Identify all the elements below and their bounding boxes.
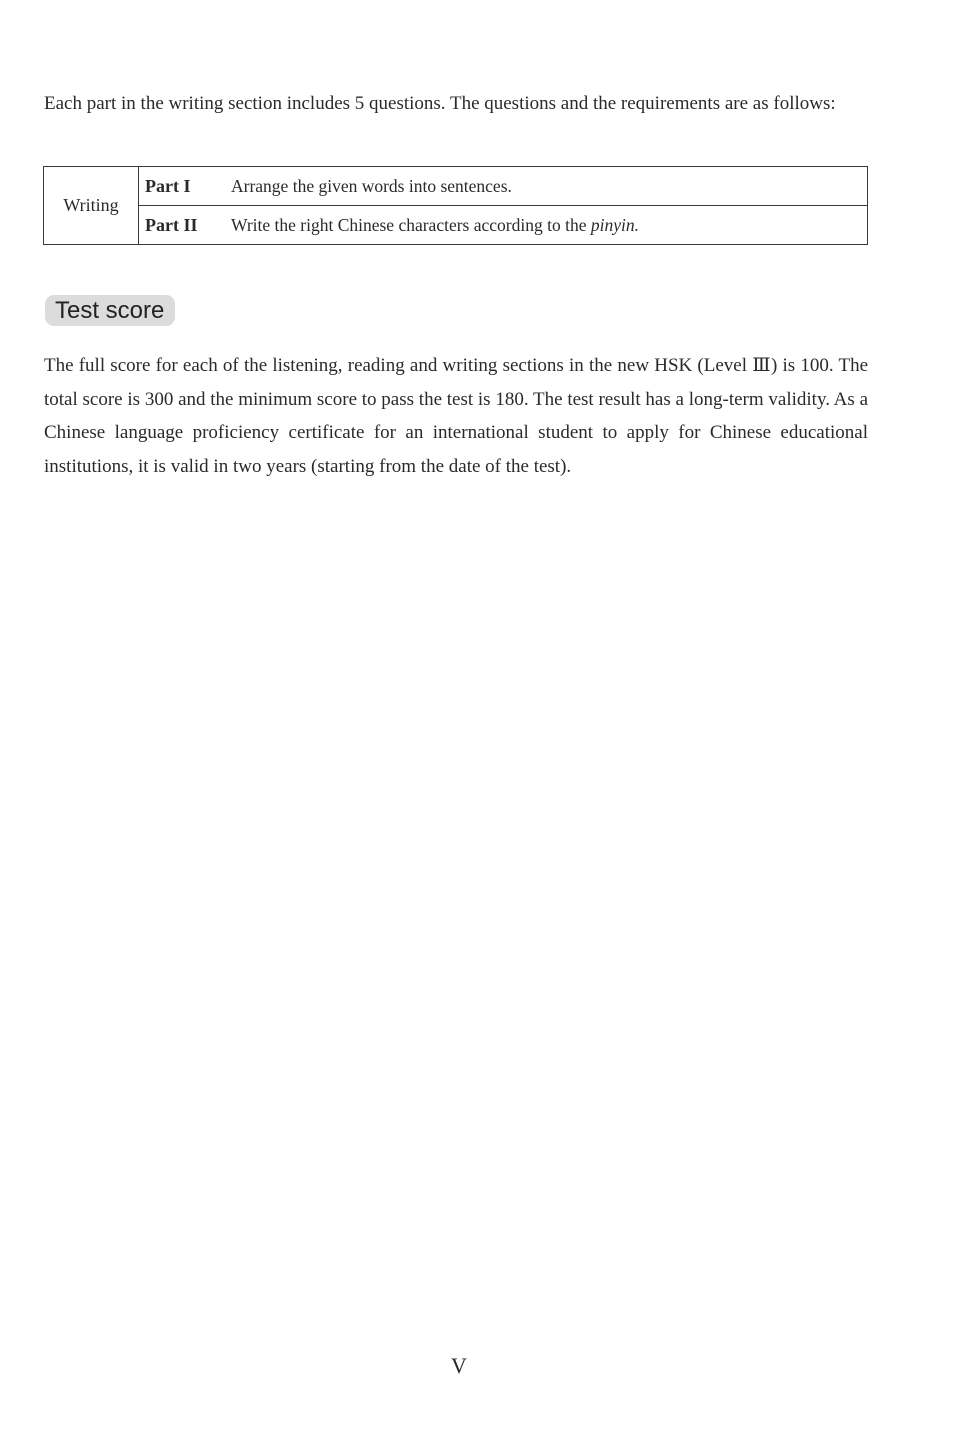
part-description (231, 176, 512, 196)
part-cell (139, 206, 868, 245)
part-description (231, 215, 639, 235)
table-row (44, 206, 868, 245)
part-label: Part I (145, 175, 191, 196)
section-name-cell: Writing (44, 167, 139, 245)
test-score-heading: Test score (45, 295, 175, 326)
part-description-text: Write the right Chinese characters according to the (231, 214, 591, 235)
part-description-text: Arrange the given words into sentences. (231, 175, 512, 196)
part-label: Part II (145, 214, 198, 235)
writing-section-table (43, 166, 868, 245)
part-description-italic: pinyin. (590, 214, 639, 235)
test-score-paragraph: The full score for each of the listening, reading and writing sections in the new HSK (Level Ⅲ) is 100. The total score is 300 and the minimum score to pass the test is 180. The test result has a long-term validity. As a Chinese language proficiency certificate for an international student to apply for Chinese educational institutions, it is valid in two years (starting from the date of the test). (44, 355, 868, 477)
table-row (44, 167, 868, 206)
part-cell (139, 167, 868, 206)
page-number: V (451, 1353, 467, 1378)
intro-paragraph: Each part in the writing section includes 5 questions. The questions and the requirements are as follows: (44, 93, 836, 114)
